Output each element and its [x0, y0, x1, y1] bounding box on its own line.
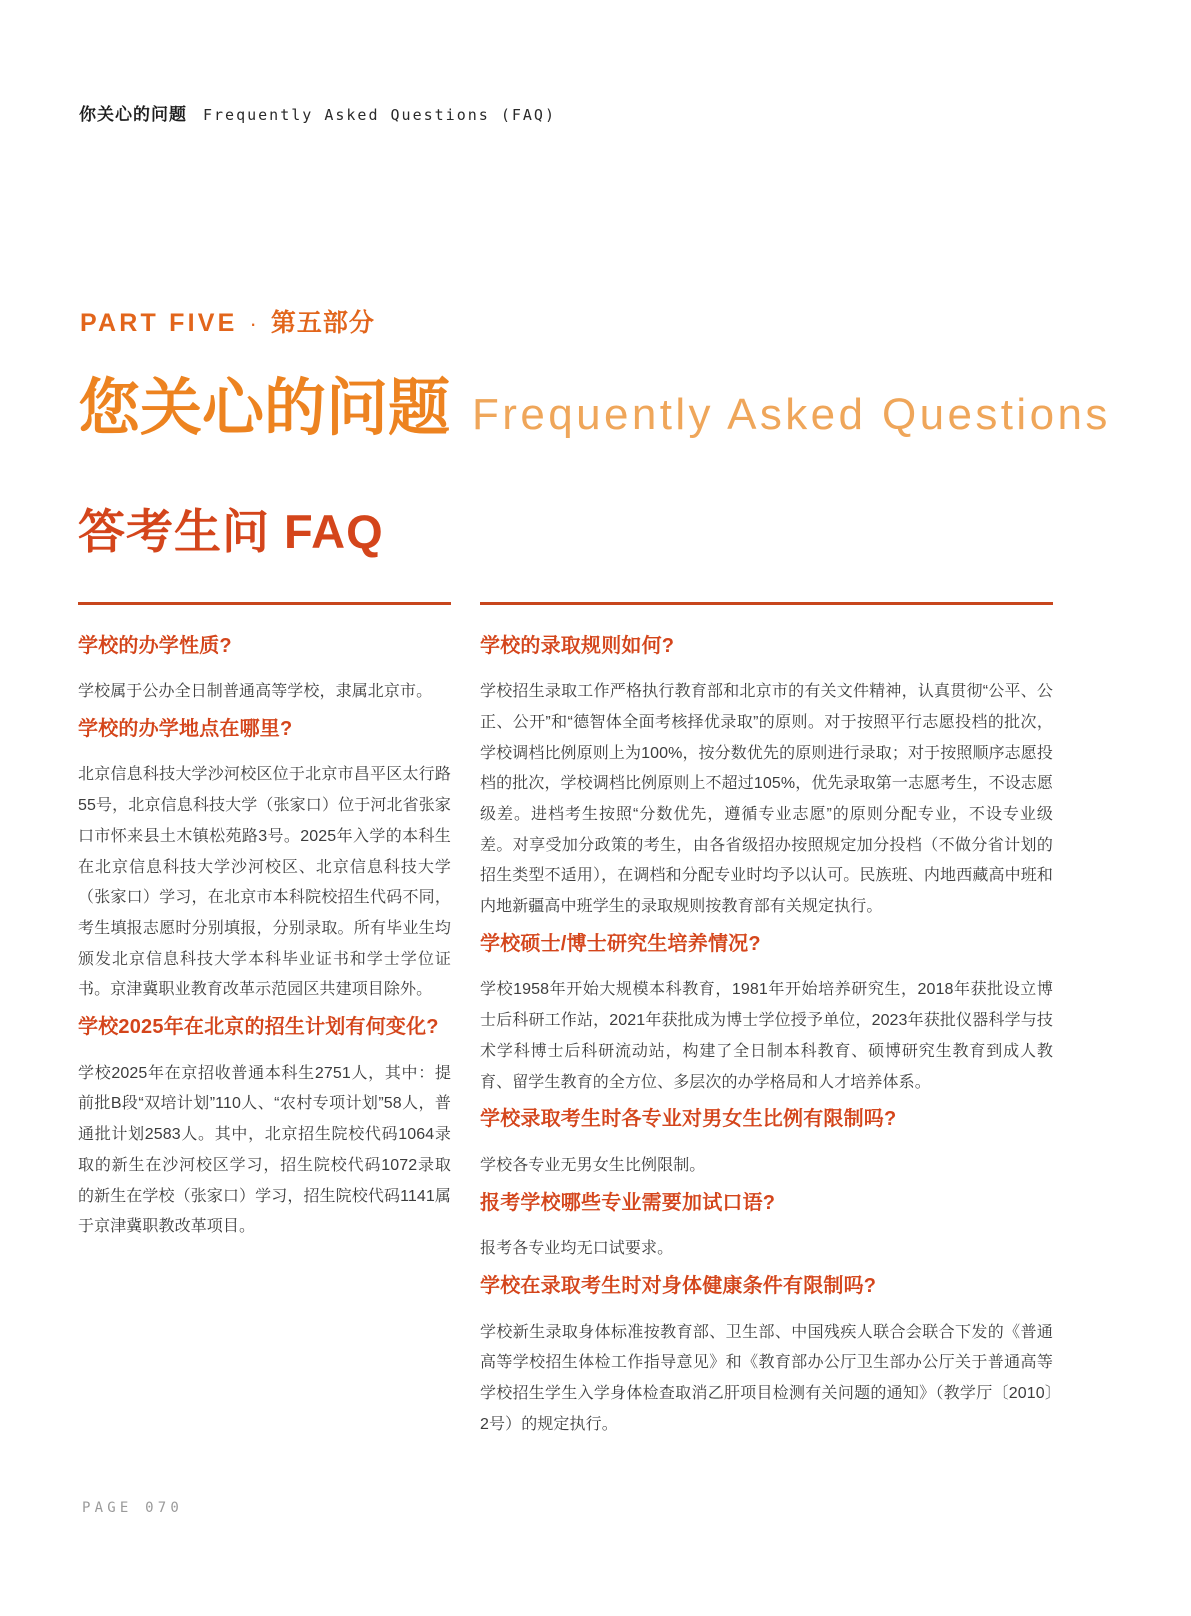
- faq-answer: 学校1958年开始大规模本科教育，1981年开始培养研究生，2018年获批设立博士后科研工作站，2021年获批成为博士学位授予单位，2023年获批仪器科学与技术学科博士后科研流动站，构建了全日制本科教育、硕博研究生教育到成人教育、留学生教育的全方位、多层次的办学格局和人才培养体系。: [480, 981, 1053, 1091]
- faq-answer: 北京信息科技大学沙河校区位于北京市昌平区太行路55号，北京信息科技大学（张家口）位于河北省张家口市怀来县土木镇松苑路3号。2025年入学的本科生在北京信息科技大学沙河校区、北京信息科技大学（张家口）学习，在北京市本科院校招生代码不同，考生填报志愿时分别填报，分别录取。所有毕业生均颁发北京信息科技大学本科毕业证书和学士学位证书。京津冀职业教育改革示范园区共建项目除外。: [78, 766, 451, 999]
- part-label-separator-icon: ·: [249, 311, 257, 336]
- faq-question: 学校的办学性质?: [78, 634, 232, 657]
- faq-question: 学校在录取考生时对身体健康条件有限制吗?: [480, 1274, 877, 1297]
- page-number: PAGE 070: [82, 1500, 184, 1516]
- faq-question: 学校2025年在北京的招生计划有何变化?: [78, 1016, 439, 1039]
- faq-answer: 学校各专业无男女生比例限制。: [480, 1156, 706, 1174]
- faq-item: [78, 633, 451, 708]
- column-gutter: [451, 602, 480, 1448]
- faq-item: [480, 931, 1053, 1098]
- faq-column-left: [78, 602, 451, 1448]
- part-label: [80, 303, 375, 339]
- running-header-en: Frequently Asked Questions (FAQ): [203, 106, 556, 124]
- faq-question: 学校的录取规则如何?: [480, 634, 675, 657]
- part-label-en: PART FIVE: [80, 309, 238, 337]
- faq-answer: 报考各专业均无口试要求。: [480, 1240, 674, 1258]
- page-title: [78, 374, 1111, 443]
- faq-question: 学校硕士/博士研究生培养情况?: [480, 932, 761, 955]
- faq-answer: 学校新生录取身体标准按教育部、卫生部、中国残疾人联合会联合下发的《普通高等学校招生体检工作指导意见》和《教育部办公厅卫生部办公厅关于普通高等学校招生学生入学身体检查取消乙肝项目检测有关问题的通知》（教学厅〔2010〕2号）的规定执行。: [480, 1323, 1053, 1433]
- faq-item: [480, 633, 1053, 923]
- column-rule-right: [480, 602, 1053, 605]
- section-title: 答考生问 FAQ: [78, 505, 384, 558]
- faq-question: 报考学校哪些专业需要加试口语?: [480, 1191, 776, 1214]
- faq-item: [480, 1106, 1053, 1181]
- faq-question: 学校的办学地点在哪里?: [78, 717, 293, 740]
- part-label-cn: 第五部分: [270, 309, 375, 337]
- faq-item: [480, 1190, 1053, 1265]
- page-title-en: Frequently Asked Questions: [472, 390, 1111, 439]
- faq-columns: [78, 602, 1053, 1448]
- column-rule-left: [78, 602, 451, 605]
- faq-item: [78, 716, 451, 1006]
- faq-item: [480, 1273, 1053, 1440]
- faq-item: [78, 1014, 451, 1243]
- faq-answer: 学校属于公办全日制普通高等学校，隶属北京市。: [78, 683, 433, 701]
- running-header: [79, 100, 556, 125]
- faq-answer: 学校2025年在京招收普通本科生2751人，其中：提前批B段“双培计划”110人、“农村专项计划”58人，普通批计划2583人。其中，北京招生院校代码1064录取的新生在沙河校区学习，招生院校代码1072录取的新生在学校（张家口）学习，招生院校代码1141属于京津冀职教改革项目。: [78, 1064, 451, 1236]
- faq-question: 学校录取考生时各专业对男女生比例有限制吗?: [480, 1108, 897, 1131]
- page-title-cn: 您关心的问题: [78, 374, 451, 443]
- faq-answer: 学校招生录取工作严格执行教育部和北京市的有关文件精神，认真贯彻“公平、公正、公开”和“德智体全面考核择优录取”的原则。对于按照平行志愿投档的批次，学校调档比例原则上为100%，按分数优先的原则进行录取；对于按照顺序志愿投档的批次，学校调档比例原则上不超过105%，优先录取第一志愿考生，不设志愿级差。进档考生按照“分数优先，遵循专业志愿”的原则分配专业，不设专业级差。对享受加分政策的考生，由各省级招办按照规定加分投档（不做分省计划的招生类型不适用），在调档和分配专业时均予以认可。民族班、内地西藏高中班和内地新疆高中班学生的录取规则按教育部有关规定执行。: [480, 683, 1053, 916]
- running-header-cn: 你关心的问题: [79, 105, 187, 124]
- faq-column-right: [480, 602, 1053, 1448]
